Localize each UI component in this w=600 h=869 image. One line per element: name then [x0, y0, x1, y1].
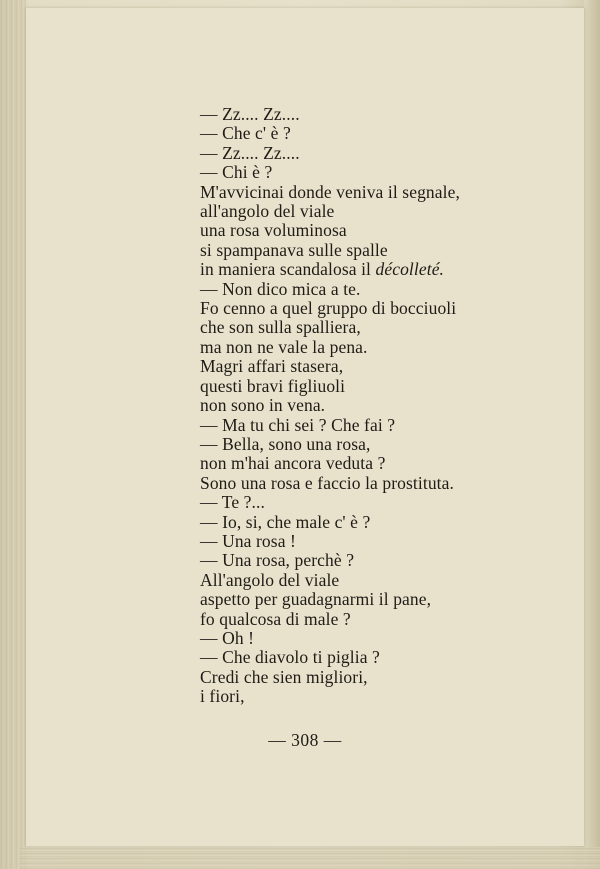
italic-word: décolleté. — [375, 259, 445, 280]
poem-line: — Che diavolo ti piglia ? — [200, 647, 380, 668]
poem-line: — Una rosa, perchè ? — [200, 550, 355, 571]
poem-line: ma non ne vale la pena. — [200, 336, 368, 357]
poem-line: non m'hai ancora veduta ? — [200, 453, 386, 474]
poem-line: Magri affari stasera, — [200, 356, 344, 377]
poem-line-prefix: in maniera scandalosa il — [200, 259, 376, 280]
poem-text — [200, 105, 460, 707]
poem-line: fo qualcosa di male ? — [200, 608, 351, 629]
poem-line: una rosa voluminosa — [200, 220, 347, 241]
poem-line: — Non dico mica a te. — [200, 278, 361, 299]
poem-line-with-italic — [200, 260, 460, 279]
poem-line: — Ma tu chi sei ? Che fai ? — [200, 414, 396, 435]
poem-line: questi bravi figliuoli — [200, 375, 346, 396]
poem-line: All'angolo del viale — [200, 569, 340, 590]
page-number: — 308 — — [268, 730, 342, 750]
poem-line: — Bella, sono una rosa, — [200, 433, 371, 454]
page-edge-right — [584, 0, 600, 869]
poem-line: i fiori, — [200, 686, 245, 707]
poem-line: che son sulla spalliera, — [200, 317, 361, 338]
poem-line: — Io, si, che male c' è ? — [200, 511, 371, 532]
poem-line: non sono in vena. — [200, 395, 326, 416]
poem-line: Fo cenno a quel gruppo di bocciuoli — [200, 298, 457, 319]
poem-line: — Chi è ? — [200, 162, 273, 183]
page-stack-left-edge — [0, 0, 26, 869]
page-stack-bottom-edge — [20, 847, 600, 869]
book-page — [26, 8, 584, 846]
poem-line: all'angolo del viale — [200, 201, 335, 222]
poem-line: — Oh ! — [200, 627, 255, 648]
poem-line: — Che c' è ? — [200, 123, 291, 144]
poem-line: — Te ?... — [200, 492, 265, 513]
poem-line: si spampanava sulle spalle — [200, 239, 388, 260]
poem-line: — Zz.... Zz.... — [200, 104, 300, 124]
poem-line: Credi che sien migliori, — [200, 666, 368, 687]
poem-line: Sono una rosa e faccio la prostituta. — [200, 472, 454, 493]
poem-line: aspetto per guadagnarmi il pane, — [200, 589, 432, 610]
poem-line: — Zz.... Zz.... — [200, 142, 300, 163]
poem-line: — Una rosa ! — [200, 530, 296, 551]
poem-line: M'avvicinai donde veniva il segnale, — [200, 181, 460, 202]
